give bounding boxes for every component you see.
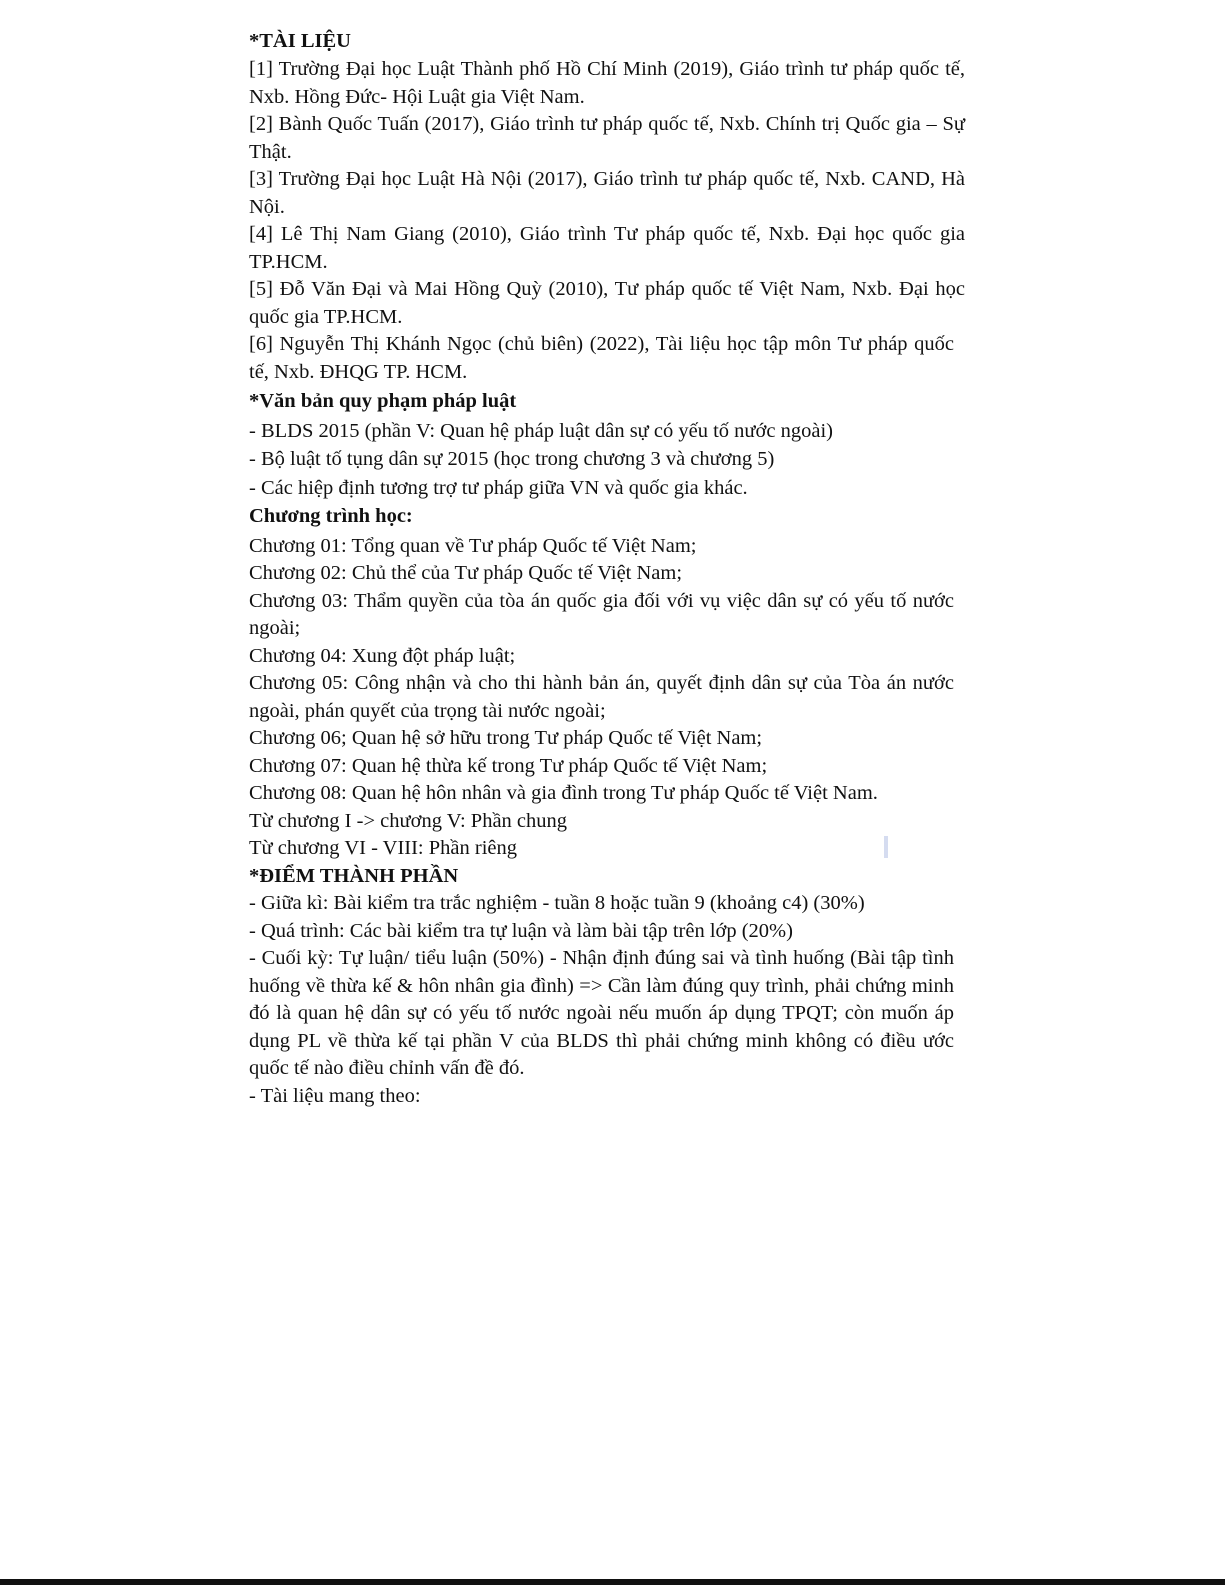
text-cursor-marker [884,836,888,858]
references-heading: *TÀI LIỆU [249,30,351,52]
reference-item: [2] Bành Quốc Tuấn (2017), Giáo trình tư pháp quốc tế, Nxb. Chính trị Quốc gia – Sự Thật. [249,113,965,163]
legal-document-item: - BLDS 2015 (phần V: Quan hệ pháp luật dân sự có yếu tố nước ngoài) [249,419,833,442]
chapter-item: Chương 01: Tổng quan về Tư pháp Quốc tế Việt Nam; [249,534,697,557]
legal-document-item: - Các hiệp định tương trợ tư pháp giữa VN và quốc gia khác. [249,476,748,499]
chapter-item: Chương 07: Quan hệ thừa kế trong Tư pháp Quốc tế Việt Nam; [249,754,768,777]
chapter-item: Chương 03: Thẩm quyền của tòa án quốc gia đối với vụ việc dân sự có yếu tố nước ngoài; [249,589,954,639]
grading-materials: - Tài liệu mang theo: [249,1084,421,1107]
reference-item: [4] Lê Thị Nam Giang (2010), Giáo trình Tư pháp quốc tế, Nxb. Đại học quốc gia TP.HCM. [249,223,965,273]
grading-process: - Quá trình: Các bài kiểm tra tự luận và làm bài tập trên lớp (20%) [249,919,793,942]
chapter-item: Chương 06; Quan hệ sở hữu trong Tư pháp Quốc tế Việt Nam; [249,727,763,749]
grading-heading: *ĐIỂM THÀNH PHẦN [249,864,459,887]
document-page [249,26,965,1110]
chapter-item: Chương 08: Quan hệ hôn nhân và gia đình trong Tư pháp Quốc tế Việt Nam. [249,782,878,804]
part-specific-note: Từ chương VI - VIII: Phần riêng [249,837,518,859]
reference-item: [3] Trường Đại học Luật Hà Nội (2017), Giáo trình tư pháp quốc tế, Nxb. CAND, Hà Nội. [249,168,965,218]
chapter-item: Chương 05: Công nhận và cho thi hành bản án, quyết định dân sự của Tòa án nước ngoài, phán quyết của trọng tài nước ngoài; [249,672,954,722]
grading-final: - Cuối kỳ: Tự luận/ tiểu luận (50%) - Nhận định đúng sai và tình huống (Bài tập tình huống về thừa kế & hôn nhân gia đình) => Cần làm đúng quy trình, phải chứng minh đó là quan hệ dân sự có yếu tố nước ngoài nếu muốn áp dụng TPQT; còn muốn áp dụng PL về thừa kế tại phần V của BLDS thì phải chứng minh không có điều ước quốc tế nào điều chỉnh vấn đề đó. [249,947,954,1079]
page-bottom-border [0,1579,1225,1585]
chapter-item: Chương 02: Chủ thể của Tư pháp Quốc tế Việt Nam; [249,562,683,584]
reference-item: [5] Đỗ Văn Đại và Mai Hồng Quỳ (2010), Tư pháp quốc tế Việt Nam, Nxb. Đại học quốc gia TP.HCM. [249,278,965,328]
chapter-item: Chương 04: Xung đột pháp luật; [249,644,516,667]
legal-document-item: - Bộ luật tố tụng dân sự 2015 (học trong chương 3 và chương 5) [249,448,775,470]
grading-midterm: - Giữa kì: Bài kiểm tra trắc nghiệm - tuần 8 hoặc tuần 9 (khoảng c4) (30%) [249,892,865,914]
curriculum-heading: Chương trình học: [249,505,413,527]
reference-item: [6] Nguyễn Thị Khánh Ngọc (chủ biên) (2022), Tài liệu học tập môn Tư pháp quốc tế, Nxb. ĐHQG TP. HCM. [249,333,954,383]
legal-documents-heading: *Văn bản quy phạm pháp luật [249,390,517,412]
reference-item: [1] Trường Đại học Luật Thành phố Hồ Chí Minh (2019), Giáo trình tư pháp quốc tế, Nxb. Hồng Đức- Hội Luật gia Việt Nam. [249,58,965,108]
part-general-note: Từ chương I -> chương V: Phần chung [249,809,568,832]
